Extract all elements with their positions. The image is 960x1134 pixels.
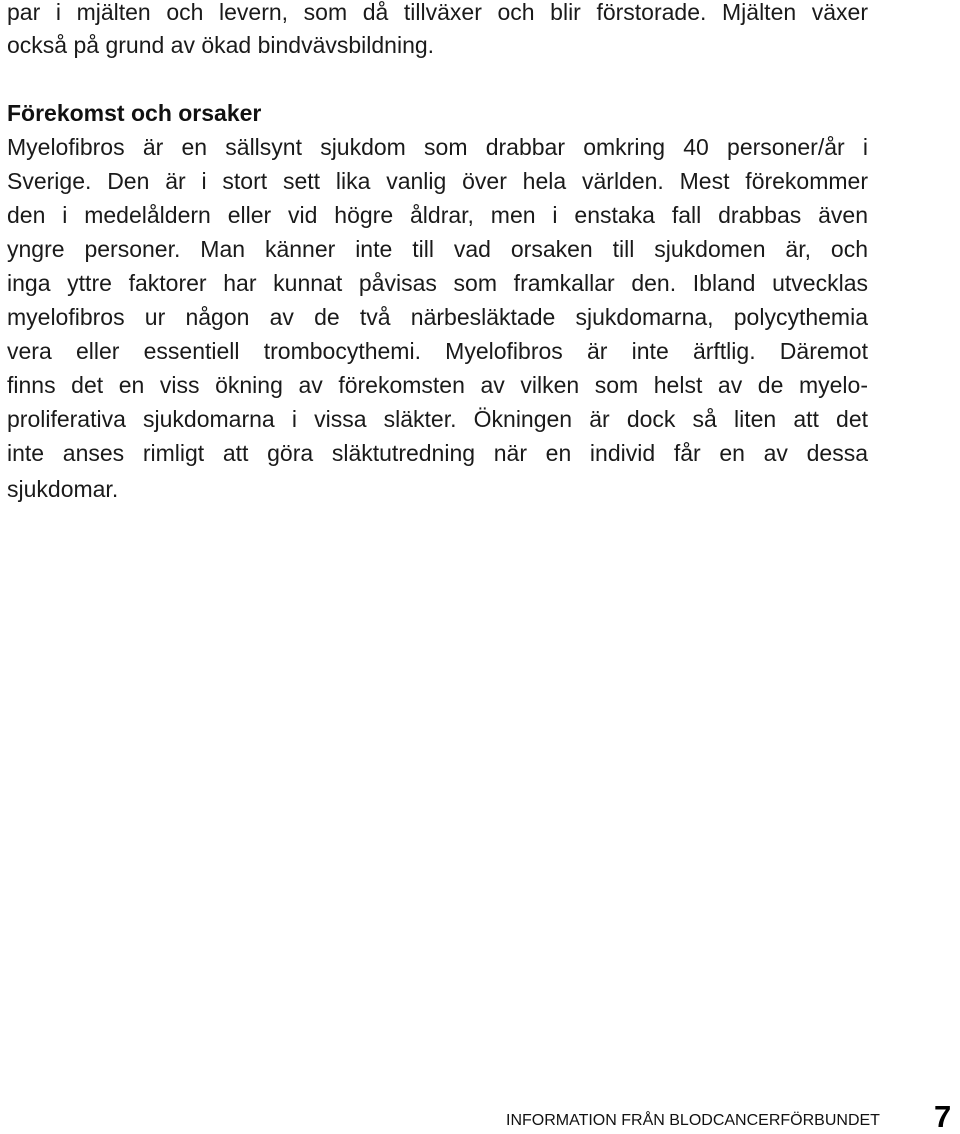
footer-label: INFORMATION FRÅN BLODCANCERFÖRBUNDET [506,1112,880,1129]
text-line: myelofibros ur någon av de två närbesläktade sjukdomarna, polycythemia [7,304,868,330]
text-line: inte anses rimligt att göra släktutredning när en individ får en av dessa [7,440,868,466]
text-line: vera eller essentiell trombocythemi. Myelofibros är inte ärftlig. Däremot [7,338,868,364]
text-line: finns det en viss ökning av förekomsten av vilken som helst av de myelo- [7,372,868,398]
text-line: proliferativa sjukdomarna i vissa släkter. Ökningen är dock så liten att det [7,406,868,432]
text-line: par i mjälten och levern, som då tillväxer och blir förstorade. Mjälten växer [7,0,868,25]
text-line: yngre personer. Man känner inte till vad orsaken till sjukdomen är, och [7,236,868,262]
text-line: Sverige. Den är i stort sett lika vanlig över hela världen. Mest förekommer [7,168,868,194]
text-line: inga yttre faktorer har kunnat påvisas som framkallar den. Ibland utvecklas [7,270,868,296]
text-line: Myelofibros är en sällsynt sjukdom som drabbar omkring 40 personer/år i [7,134,868,160]
text-line: också på grund av ökad bindvävsbildning. [7,32,435,58]
text-line: sjukdomar. [7,476,119,502]
section-heading: Förekomst och orsaker [7,100,262,126]
text-line: den i medelåldern eller vid högre åldrar, men i enstaka fall drabbas även [7,202,868,228]
page-number: 7 [934,1099,952,1134]
